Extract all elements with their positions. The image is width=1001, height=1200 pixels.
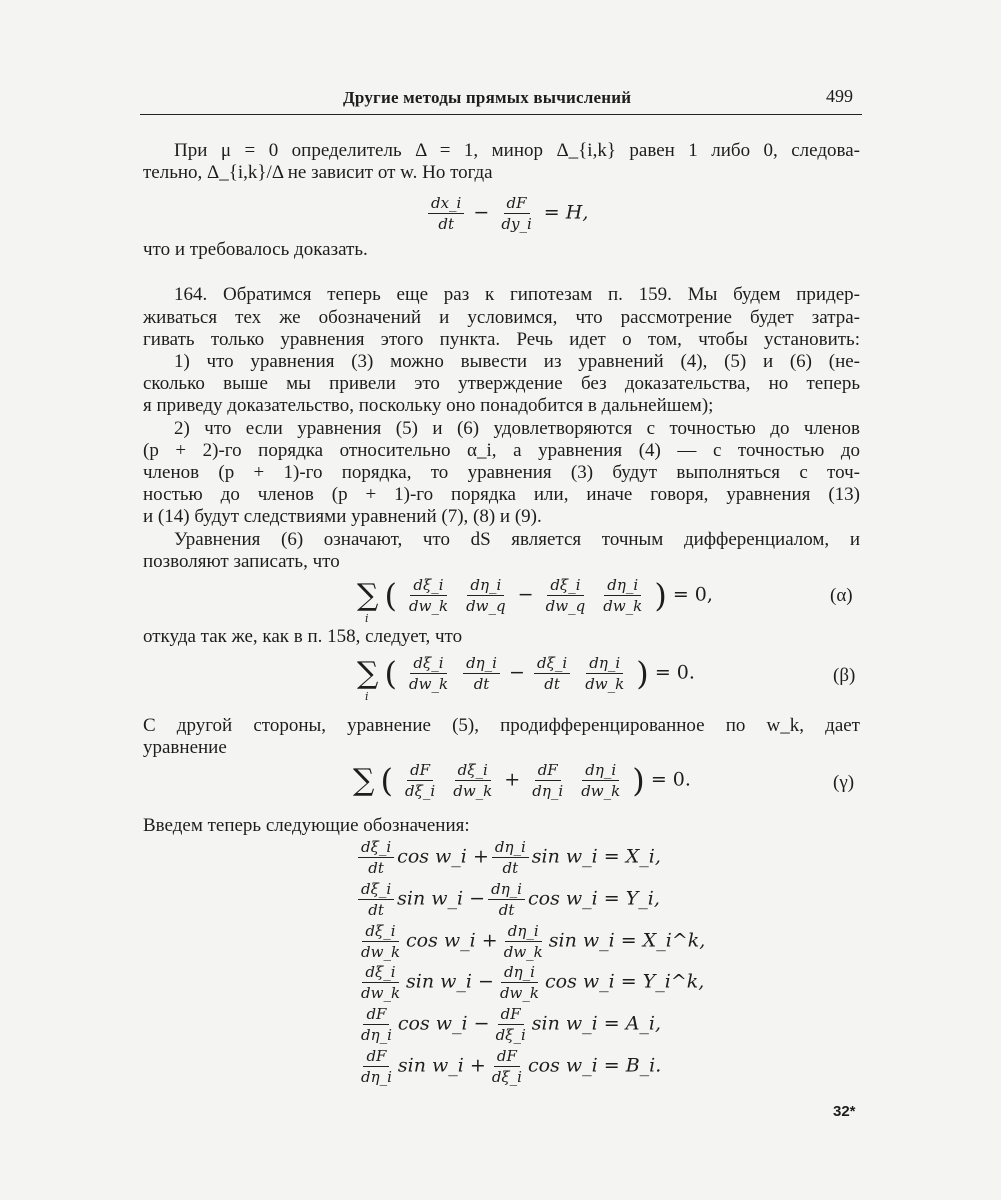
definition-equation: $\frac{d\xi\_i}{dw\_k}$ cos w_i + $\frac{d\eta\_i}{dw\_k}$ sin w_i = X_i^k,	[361, 922, 706, 961]
section-164-line: членов (p + 1)-го порядка, то уравнения (3) будут выполняться с точ-	[143, 462, 860, 483]
equation-label-gamma: (γ)	[833, 772, 855, 793]
definition-equation: $\frac{dF}{d\eta\_i}$ sin w_i + $\frac{dF}{d\xi\_i}$ cos w_i = B_i.	[361, 1047, 662, 1086]
section-164-line: и (14) будут следствиями уравнений (7), (8) и (9).	[143, 506, 542, 527]
section-164-line: позволяют записать, что	[143, 551, 340, 572]
equation-label-alpha: (α)	[830, 585, 853, 606]
section-164-line: 164. Обратимся теперь еще раз к гипотезам п. 159. Мы будем придер-	[174, 284, 860, 305]
running-header-title: Другие методы прямых вычислений	[343, 88, 632, 107]
page-number: 499	[826, 86, 853, 106]
header-rule	[140, 114, 862, 115]
equation-beta: ∑ i ( $\frac{d\xi\_i}{dw\_k}$ $\frac{d\eta\_i}{dt}$ − $\frac{d\xi\_i}{dt}$ $\frac{d\eta\_i}{dw\_k}$ ) = 0.	[357, 654, 695, 703]
section-164-line: 2) что если уравнения (5) и (6) удовлетворяются с точностью до членов	[174, 418, 860, 439]
equation-label-beta: (β)	[833, 665, 856, 686]
equation-gamma: ∑ ( $\frac{dF}{d\xi\_i}$ $\frac{d\xi\_i}{dw\_k}$ + $\frac{dF}{d\eta\_i}$ $\frac{d\eta\_i}{dw\_k}$ ) = 0.	[353, 761, 691, 800]
signature-mark: 32*	[833, 1103, 856, 1120]
section-164-line: я приведу доказательство, поскольку оно понадобится в дальнейшем);	[143, 395, 714, 416]
equation-alpha: ∑ i ( $\frac{d\xi\_i}{dw\_k}$ $\frac{d\eta\_i}{dw\_q}$ − $\frac{d\xi\_i}{dw\_q}$ $\frac{d\eta\_i}{dw\_k}$ ) = 0,	[357, 576, 713, 625]
section-164-line: живаться тех же обозначений и условимся, что рассмотрение будет затра-	[143, 307, 860, 328]
paragraph-line: что и требовалось доказать.	[143, 239, 368, 260]
section-164-line: (p + 2)-го порядка относительно α_i, а уравнения (4) — с точностью до	[143, 440, 860, 461]
section-164-line: сколько выше мы привели это утверждение без доказательства, но теперь	[143, 373, 860, 394]
paragraph-line: С другой стороны, уравнение (5), продифференцированное по w_k, дает	[143, 715, 860, 736]
paragraph-line: уравнение	[143, 737, 227, 758]
section-164-line: 1) что уравнения (3) можно вывести из уравнений (4), (5) и (6) (не-	[174, 351, 860, 372]
paragraph-line: При μ = 0 определитель Δ = 1, минор Δ_{i,k} равен 1 либо 0, следова-	[174, 140, 860, 161]
section-164-line: ностью до членов (p + 1)-го порядка или, иначе говоря, уравнения (13)	[143, 484, 860, 505]
equation-top: $\frac{dx\_i}{dt}$ − $\frac{dF}{dy\_i}$ = H,	[425, 194, 588, 233]
definition-equation: $\frac{d\xi\_i}{dt}$ sin w_i − $\frac{d\eta\_i}{dt}$ cos w_i = Y_i,	[355, 880, 660, 919]
paragraph-line: откуда так же, как в п. 158, следует, что	[143, 626, 463, 647]
section-164-line: Уравнения (6) означают, что dS является точным дифференциалом, и	[174, 529, 860, 550]
paragraph-line: тельно, Δ_{i,k}/Δ не зависит от w. Но тогда	[143, 162, 493, 183]
definition-equation: $\frac{d\xi\_i}{dw\_k}$ sin w_i − $\frac{d\eta\_i}{dw\_k}$ cos w_i = Y_i^k,	[361, 963, 705, 1002]
paragraph-line: Введем теперь следующие обозначения:	[143, 815, 470, 836]
section-164-line: гивать только уравнения этого пункта. Речь идет о том, чтобы установить:	[143, 329, 860, 350]
definition-equation: $\frac{dF}{d\eta\_i}$ cos w_i − $\frac{dF}{d\xi\_i}$ sin w_i = A_i,	[361, 1005, 662, 1044]
definition-equation: $\frac{d\xi\_i}{dt}$ cos w_i + $\frac{d\eta\_i}{dt}$ sin w_i = X_i,	[355, 838, 661, 877]
